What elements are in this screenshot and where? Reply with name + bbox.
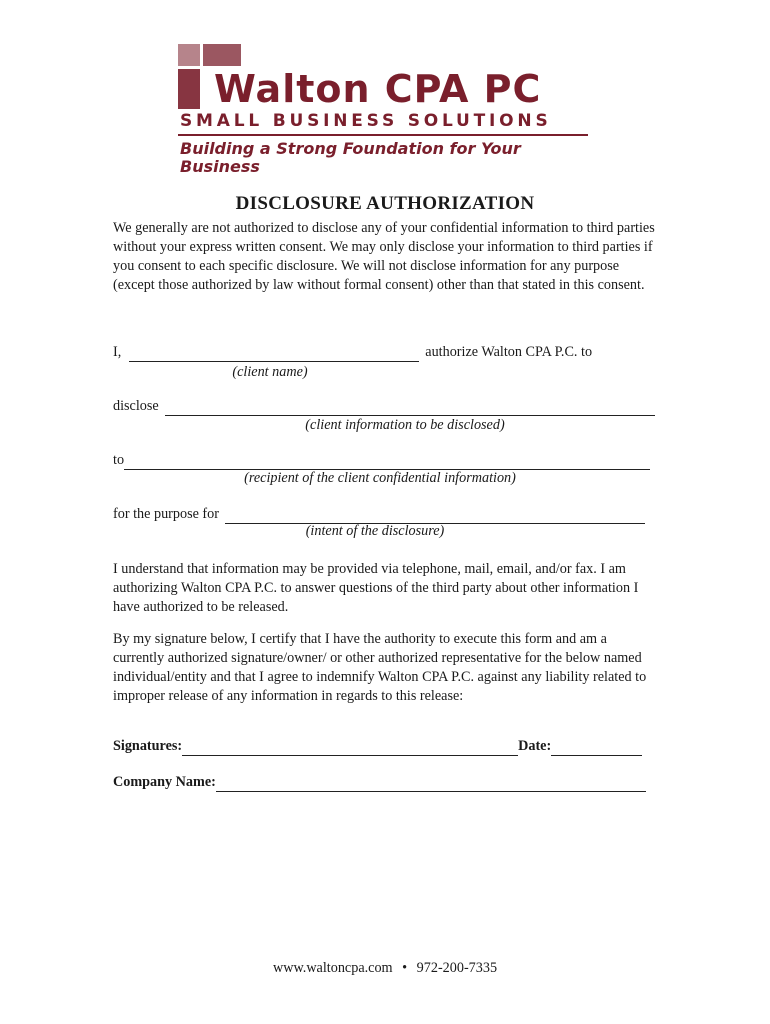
signatures-label: Signatures: <box>113 738 183 754</box>
company-row <box>113 773 653 792</box>
logo-tagline: SMALL BUSINESS SOLUTIONS <box>180 111 552 131</box>
footer-website[interactable]: www.waltoncpa.com <box>272 960 393 976</box>
date-label: Date: <box>518 738 552 754</box>
company-logo <box>178 44 598 176</box>
page-footer <box>0 960 770 977</box>
purpose-line-prefix: for the purpose for <box>113 506 219 522</box>
understanding-paragraph: I understand that information may be provided via telephone, mail, email, and/or fax. I am authorizing Walton CPA P.C. to answer questions of the third party about other information I have authorized to be released. <box>113 561 639 615</box>
date-field[interactable] <box>551 740 642 756</box>
client-name-hint: (client name) <box>232 364 308 380</box>
intro-paragraph: We generally are not authorized to disclose any of your confidential information to third parties without your express written consent. We may only disclose your information to third parties if you consent to each specific disclosure. We will not disclose information for any purpose (except those authorized by law without formal consent) other than that stated in this consent. <box>113 220 655 293</box>
client-line-prefix: I, <box>113 344 122 360</box>
footer-phone: 972-200-7335 <box>416 960 498 976</box>
recipient-field[interactable] <box>124 454 650 470</box>
certification-paragraph: By my signature below, I certify that I have the authority to execute this form and am a currently authorized signature/owner/ or other authorized representative for the below named individual/entity and that I agree to indemnify Walton CPA P.C. against any liability related to improper release of any information in regards to this release: <box>113 631 647 704</box>
disclose-row <box>113 397 655 416</box>
client-line-suffix: authorize Walton CPA P.C. to <box>425 344 593 360</box>
recipient-row <box>113 451 655 470</box>
disclose-line-prefix: disclose <box>113 398 159 414</box>
footer-separator: • <box>402 960 408 976</box>
company-name-field[interactable] <box>216 776 646 792</box>
purpose-hint: (intent of the disclosure) <box>305 523 445 539</box>
company-name-label: Company Name: <box>113 774 216 790</box>
to-line-prefix: to <box>113 452 125 468</box>
disclose-info-field[interactable] <box>165 400 655 416</box>
document-title: DISCLOSURE AUTHORIZATION <box>235 193 535 214</box>
logo-company-name: Walton CPA PC <box>214 67 542 111</box>
signature-row <box>113 737 653 756</box>
recipient-hint: (recipient of the client confidential information) <box>244 470 516 486</box>
logo-divider <box>178 134 588 136</box>
logo-slogan: Building a Strong Foundation for Your Business <box>180 139 521 176</box>
client-name-row <box>113 343 655 362</box>
disclose-info-hint: (client information to be disclosed) <box>305 417 505 433</box>
client-name-field[interactable] <box>129 346 419 362</box>
signature-field[interactable] <box>182 740 518 756</box>
